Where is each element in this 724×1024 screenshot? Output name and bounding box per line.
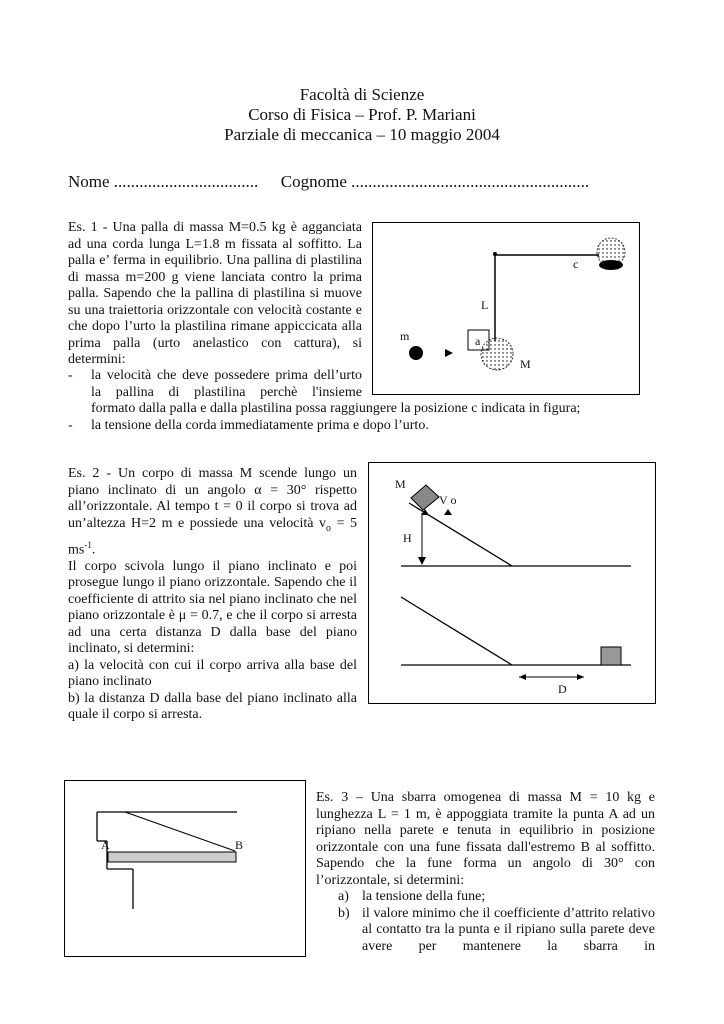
- nome-field: Nome ..................................: [68, 172, 259, 191]
- cognome-field: Cognome ........................................................: [280, 172, 590, 191]
- es2-text: [68, 466, 357, 724]
- es2-diagram: [369, 463, 655, 703]
- label-A: A: [101, 838, 110, 852]
- arrow-2: [444, 509, 452, 515]
- faculty-title: Facoltà di Scienze: [299, 85, 425, 104]
- es2-dot: .: [91, 542, 96, 558]
- course-title: Corso di Fisica – Prof. P. Mariani: [248, 105, 476, 124]
- es2-sup: -1: [84, 539, 92, 550]
- es1-text: Es. 1 - Una palla di massa M=0.5 kg è agganciata ad una corda lunga L=1.8 m fissata al soffitto. La palla e’ ferma in equilibrio. Una pallina di plastilina di massa m=200 g viene lanciata contro la prima palla. Sapendo che la pallina di plastilina si muove su una traiettoria orizzontale con velocità costante e che dopo l’urto la plastilina rimane appiccicata alla prima palla (urto anelastico con cattura), si determini:: [68, 220, 362, 367]
- es2-item-a: a) la velocità con cui il corpo arriva alla base del piano inclinato: [68, 657, 357, 690]
- label-D: D: [558, 682, 567, 696]
- label-M: M: [520, 357, 531, 371]
- es3-figure: [64, 780, 306, 957]
- es2-eq: = 5 ms: [68, 515, 357, 558]
- plasticine-ball: [409, 346, 423, 360]
- label-a: a: [475, 334, 481, 348]
- es1-bullet1-marker: -: [68, 368, 73, 383]
- label-c: c: [573, 257, 579, 271]
- es1-diagram: [373, 223, 639, 394]
- distance-arrow-right: [577, 674, 584, 680]
- es1-bullet2: la tensione della corda immediatamente prima e dopo l’urto.: [91, 417, 429, 433]
- name-row: [68, 172, 589, 192]
- bar: [108, 852, 236, 862]
- label-m: m: [400, 329, 410, 343]
- label-B: B: [235, 838, 244, 852]
- label-M2: M: [395, 477, 406, 491]
- label-H: H: [403, 531, 412, 545]
- es1-figure: [372, 222, 640, 395]
- es3-item-b-marker: b): [338, 905, 350, 921]
- es1-bullet1-line1: la velocità che deve possedere prima dell’urto: [91, 368, 362, 383]
- distance-arrow-left: [519, 674, 526, 680]
- es3-text: Es. 3 – Una sbarra omogenea di massa M = 10 kg e lunghezza L = 1 m, è appoggiata tramite la punta A ad un ripiano nella parete e tenuta in equilibrio in posizione orizzontale con una fune fissata dall'estremo B al soffitto. Sapendo che la fune forma un angolo di 30° con l’orizzontale, si determini:: [316, 790, 655, 888]
- label-Vo: V o: [439, 493, 457, 507]
- es3-item-a: la tensione della fune;: [362, 889, 486, 904]
- es2-sub-o: o: [326, 522, 332, 534]
- es2-body: Il corpo scivola lungo il piano inclinato e poi prosegue lungo il piano orizzontale. Sapendo che il coefficiente di attrito sia nel piano inclinato che nel piano orizzontale è μ = 0.7, e che il corpo si arresta ad una certa distanza D dalla base del piano inclinato, si determini:: [68, 558, 357, 657]
- exam-title: Parziale di meccanica – 10 maggio 2004: [224, 125, 500, 144]
- es3-diagram: [65, 781, 305, 956]
- es1-bullet1-line3: formato dalla palla e dalla plastilina possa raggiungere la posizione c indicata in figura;: [91, 401, 581, 416]
- es1-bullet1-line2: la pallina di plastilina perchè l'insieme: [91, 384, 362, 400]
- incline-bottom: [401, 597, 512, 665]
- velocity-arrow: [445, 349, 453, 357]
- es2-item-b: b) la distanza D dalla base del piano inclinato alla quale il corpo si arresta.: [68, 690, 357, 723]
- ceiling-pivot: [493, 252, 497, 256]
- rope: [125, 812, 235, 851]
- es1-bullet2-marker: -: [68, 417, 73, 433]
- es2-intro: Es. 2 - Un corpo di massa M scende lungo un piano inclinato di un angolo α = 30° rispetto all’orizzontale. Al tempo t = 0 il corpo si trova ad un’altezza H=2 m e possiede una velocità v: [68, 466, 357, 531]
- es3-item-a-marker: a): [338, 889, 349, 904]
- label-L: L: [481, 298, 489, 312]
- es3-item-b: il valore minimo che il coefficiente d’attrito relativo al contatto tra la punta e il ripiano sulla parete deve avere per mantenere la sbarra in: [362, 905, 655, 954]
- es2-figure: [368, 462, 656, 704]
- ball-M: [481, 338, 513, 370]
- height-arrow: [418, 557, 426, 565]
- plasticine-at-c: [599, 260, 623, 270]
- stopped-block: [601, 647, 621, 665]
